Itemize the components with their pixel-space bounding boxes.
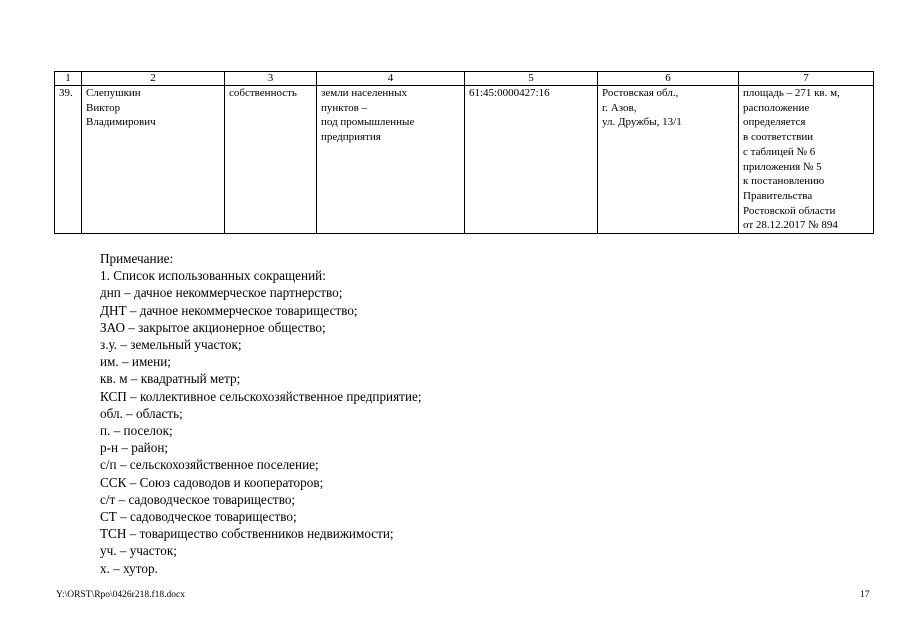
table-header-row [55, 72, 874, 86]
column-number-7: 7 [739, 72, 874, 86]
remarks-line: определяется [743, 116, 806, 129]
remarks-line: Правительства [743, 189, 813, 202]
land-category-cell [317, 86, 465, 234]
abbreviation-item: с/т – садоводческое товарищество; [100, 491, 296, 507]
abbreviation-item: им. – имени; [100, 354, 171, 370]
column-number-4: 4 [317, 72, 465, 86]
abbreviation-item: р-н – район; [100, 440, 169, 456]
abbreviation-item: с/п – сельскохозяйственное поселение; [100, 457, 319, 473]
remarks-line: к постановлению [743, 175, 825, 188]
cadastral-number-cell [465, 86, 598, 234]
address-line: ул. Дружбы, 13/1 [602, 116, 682, 129]
page-number: 17 [860, 590, 870, 600]
abbreviation-item: ДНТ – дачное некоммерческое товарищество; [100, 302, 358, 318]
cadastral-number-text: 61:45:0000427:16 [469, 87, 550, 99]
row-number-text: 39. [59, 87, 73, 99]
abbreviation-item: СТ – садоводческое товарищество; [100, 509, 297, 525]
abbreviation-item: п. – поселок; [100, 423, 173, 439]
owner-name-line: Слепушкин [86, 87, 141, 99]
remarks-line: площадь – 271 кв. м, [743, 87, 840, 99]
abbreviation-item: х. – хутор. [100, 560, 158, 576]
owner-name-cell [82, 86, 225, 234]
land-registry-table [54, 71, 874, 234]
abbreviation-item: днп – дачное некоммерческое партнерство; [100, 285, 343, 301]
address-line: Ростовская обл., [602, 87, 679, 99]
abbreviation-item: ЗАО – закрытое акционерное общество; [100, 319, 326, 335]
row-number [55, 86, 82, 234]
abbreviations-note [100, 250, 422, 577]
abbreviation-item: з.у. – земельный участок; [100, 337, 242, 353]
table-row [55, 86, 874, 234]
land-category-line: предприятия [321, 131, 381, 144]
abbreviation-item: КСП – коллективное сельскохозяйственное предприятие; [100, 388, 422, 404]
remarks-line: Ростовской области [743, 204, 836, 217]
column-number-2: 2 [82, 72, 225, 86]
note-subtitle: 1. Список использованных сокращений: [100, 268, 326, 284]
address-line: г. Азов, [602, 101, 637, 114]
note-title: Примечание: [100, 251, 174, 266]
column-number-5: 5 [465, 72, 598, 86]
abbreviation-item: кв. м – квадратный метр; [100, 371, 241, 387]
remarks-cell [739, 86, 874, 234]
land-category-line: земли населенных [321, 87, 408, 99]
abbreviation-item: ТСН – товарищество собственников недвижимости; [100, 526, 394, 542]
column-number-3: 3 [225, 72, 317, 86]
abbreviation-item: ССК – Союз садоводов и кооператоров; [100, 474, 324, 490]
owner-name-line: Виктор [86, 101, 121, 114]
address-cell [598, 86, 739, 234]
right-type-cell [225, 86, 317, 234]
remarks-line: в соответствии [743, 131, 814, 144]
abbreviation-item: уч. – участок; [100, 543, 177, 559]
abbreviation-item: обл. – область; [100, 405, 183, 421]
owner-name-line: Владимирович [86, 116, 156, 129]
column-number-1: 1 [55, 72, 82, 86]
land-category-line: пунктов – [321, 101, 368, 114]
remarks-line: от 28.12.2017 № 894 [743, 219, 838, 232]
remarks-line: расположение [743, 101, 810, 114]
column-number-6: 6 [598, 72, 739, 86]
remarks-line: с таблицей № 6 [743, 145, 816, 158]
footer-file-path: Y:\ORST\Rpo\0426r218.f18.docx [56, 590, 185, 600]
right-type-text: собственность [229, 87, 297, 99]
remarks-line: приложения № 5 [743, 160, 822, 173]
land-category-line: под промышленные [321, 116, 415, 129]
